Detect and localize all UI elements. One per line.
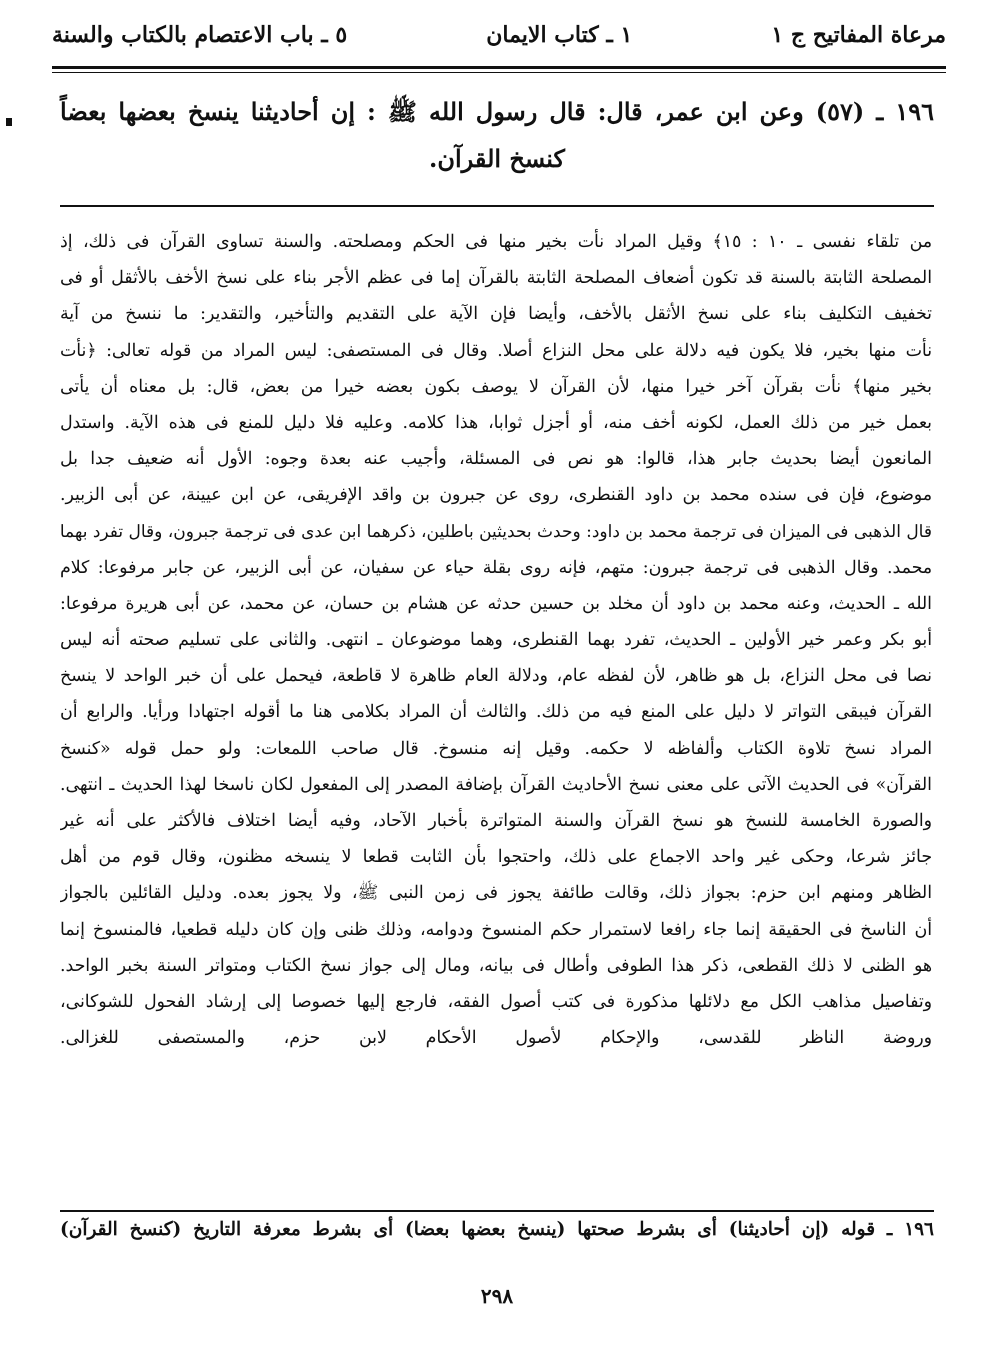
commentary-line: قال الذهبى فى الميزان فى ترجمة محمد بن داود: وحدث بحديثين باطلين، ذكرهما ابن عدى فى ترجمة جبرون، وقال تفرد بهما: [60, 521, 932, 542]
commentary-line: موضوع، فإن فى سنده محمد بن داود القنطرى، روى عن جبرون بن واقد الإفريقى، عن ابن عيينة، عن أبى الزبير.: [60, 485, 932, 506]
commentary-line: أن الناسخ فى الحقيقة إنما جاء رافعا لاستمرار حكم المنسوخ ودوامه، وذلك ظنى وإن كان دليله قطعيا، فالمنسوخ إنما: [60, 919, 932, 940]
commentary-line: تخفيف التكليف بناء على نسخ الأثقل بالأخف، وأيضا فإن الآية على التقديم والتأخير، والتقدير: ما ننسخ من آية: [60, 304, 932, 325]
commentary-line: محمد. وقال الذهبى فى ترجمة جبرون: متهم، فإنه روى بقلة حياء عن سفيان، عن أبى الزبير، عن جابر مرفوعا: كلام: [60, 557, 932, 578]
page-number: ٢٩٨: [480, 1284, 514, 1308]
header-bab: ٥ ـ باب الاعتصام بالكتاب والسنة: [52, 22, 348, 48]
hadith-separator: [60, 205, 934, 207]
commentary-line: جائز شرعا، وحكى غير واحد الاجماع على ذلك، واحتجوا بأن الثابت قطعا لا ينسخه مظنون، وقال قوم من أهل: [60, 847, 932, 868]
hadith-text: [60, 88, 934, 182]
commentary-line: الظاهر ومنهم ابن حزم: بجواز ذلك، وقالت طائفة يجوز فى زمن النبى ﷺ، ولا يجوز بعده. ودليل القائلين بالجواز: [60, 883, 932, 904]
commentary-line: وتفاصيل مذاهب الكل مع دلائلها مذكورة فى كتب أصول الفقه، فارجع إليها خصوصا إلى إرشاد الفحول للشوكانى،: [60, 991, 932, 1012]
header-rule-thick: [52, 66, 946, 69]
commentary-line: نأت منها بخير، فلا يكون فيه دلالة على محل النزاع أصلا. وقال فى المستصفى: ليس المراد من قوله تعالى: ﴿نأت: [60, 340, 932, 361]
commentary-line: وروضة الناظر للقدسى، والإحكام لأصول الأحكام لابن حزم، والمستصفى للغزالى.: [60, 1028, 932, 1049]
commentary-line: القرآن فيبقى التواتر لا دليل على المنع فيه من ذلك. والثالث أن المراد بكلامى هنا ما أقوله اجتهادا ورأيا. والرابع أن: [60, 702, 932, 723]
commentary-line: المانعون أيضا بحديث جابر هذا، قالوا: هو نص فى المسئلة، وأجيب عنه بعدة وجوه: الأول أنه ضعيف جدا بل: [60, 449, 932, 470]
commentary-line: الله ـ الحديث، وعنه محمد بن داود أن مخلد بن حسين حدثه عن هشام بن حسان، عن محمد، عن أبى هريرة مرفوعا:: [60, 593, 932, 614]
commentary-line: والصورة الخامسة للنسخ هو نسخ القرآن والسنة المتواترة بأخبار الآحاد، وفيه أيضا اختلاف فالأكثر على أنه غير: [60, 811, 932, 831]
running-header: [52, 14, 946, 56]
margin-mark: [6, 118, 12, 126]
hadith-line: كنسخ القرآن.: [429, 144, 565, 173]
header-kitab: ١ ـ كتاب الايمان: [486, 22, 633, 48]
commentary-body: [60, 224, 932, 1056]
commentary-line: بعمل خير من ذلك العمل، لكونه أخف منه، أو أجزل ثوابا، هذا كلامه. وعليه فلا دليل للمنع فى هذه الآية. واستدل: [60, 412, 932, 433]
commentary-line: أبو بكر وعمر خير الأولين ـ الحديث، تفرد بهما القنطرى، وهما موضوعان ـ انتهى. والثانى على تسليم صحته أنه ليس: [60, 630, 932, 651]
header-rule-thin: [52, 72, 946, 73]
commentary-line: المصلحة الثابتة بالسنة قد تكون أضعاف المصلحة الثابتة بالقرآن إما فى عظم الأجر بناء على نسخ الأخف بالأثقل أو فى: [60, 268, 932, 289]
hadith-line: ١٩٦ ـ (٥٧) وعن ابن عمر، قال: قال رسول الله ﷺ : إن أحاديثنا ينسخ بعضها بعضاً: [60, 97, 934, 126]
footnote: ١٩٦ ـ قوله (إن أحاديثنا) أى بشرط صحتها (ينسخ بعضها بعضا) أى بشرط معرفة التاريخ (كنسخ القرآن): [60, 1219, 934, 1240]
commentary-line: هو الظنى لا ذلك القطعى، ذكر هذا الطوفى وأطال فى بيانه، ومال إلى جواز نسخ الكتاب ومتواتر السنة بخبر الواحد.: [60, 955, 932, 976]
commentary-line: من تلقاء نفسى ـ ١٠ : ١٥﴾ وقيل المراد نأت بخير منها فى الحكم ومصلحته. والسنة تساوى القرآن فى ذلك، إذ: [60, 232, 932, 252]
commentary-line: المراد نسخ تلاوة الكتاب وألفاظه لا حكمه. وقيل إنه منسوخ. قال صاحب اللمعات: ولو حمل قوله «كنسخ: [60, 738, 932, 759]
header-book-title: مرعاة المفاتيح ج ١: [771, 22, 946, 48]
commentary-line: بخير منها﴾ نأت بقرآن آخر خيرا منها، لأن القرآن لا يوصف بكون بعضه خيرا من بعض، قال: بل معناه أن يأتى: [60, 376, 932, 397]
commentary-line: القرآن» فى الحديث الآتى على معنى نسخ الأحاديث القرآن بإضافة المصدر إلى المفعول لكان ناسخا لهذا الحديث ـ انتهى.: [60, 774, 932, 795]
commentary-line: نصا فى محل النزاع، بل هو ظاهر، لأن لفظه عام، ودلالة العام ظاهرة لا قاطعة، فيحمل على أن خبر الواحد لا ينسخ: [60, 666, 932, 687]
